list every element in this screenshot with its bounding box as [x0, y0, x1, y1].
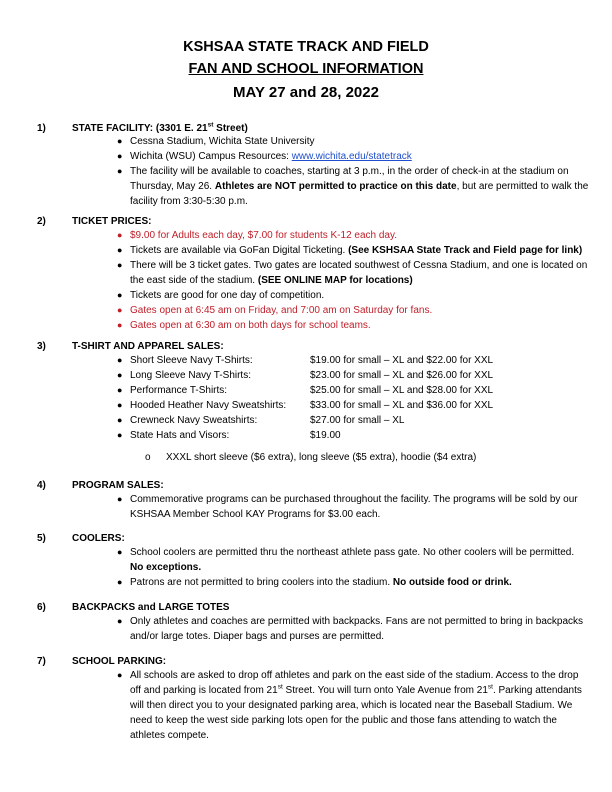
list-item: ● Wichita (WSU) Campus Resources: www.wichita.edu/statetrack: [117, 151, 412, 162]
bullet-icon: ●: [117, 670, 123, 680]
doc-title-line2: FAN AND SCHOOL INFORMATION: [188, 61, 424, 77]
section-5-title: COOLERS:: [72, 533, 125, 544]
bullet-icon: ●: [117, 430, 123, 440]
list-item: ● Gates open at 6:45 am on Friday, and 7:00 am on Saturday for fans.: [117, 305, 433, 316]
section-2-number: 2): [37, 216, 46, 227]
section-5-number: 5): [37, 533, 46, 544]
list-item: ● Short Sleeve Navy T-Shirts: $19.00 for small – XL and $22.00 for XXL: [117, 355, 494, 366]
bullet-icon: ●: [117, 355, 123, 365]
section-5-list: [0, 545, 612, 590]
section-7-title: SCHOOL PARKING:: [72, 656, 167, 667]
list-item: ● Crewneck Navy Sweatshirts: $27.00 for small – XL: [117, 415, 405, 426]
list-item: ● $9.00 for Adults each day, $7.00 for students K-12 each day.: [117, 230, 398, 241]
section-1-title: STATE FACILITY: (3301 E. 21st Street): [72, 121, 248, 134]
bullet-icon: ●: [117, 400, 123, 410]
bullet-icon: ●: [117, 370, 123, 380]
list-item: ● Tickets are available via GoFan Digital Ticketing. (See KSHSAA State Track and Field page for link): [117, 245, 583, 256]
list-item: ● Long Sleeve Navy T-Shirts: $23.00 for small – XL and $26.00 for XXL: [117, 370, 494, 381]
list-item: ● Cessna Stadium, Wichita State University: [117, 136, 315, 147]
list-item: ● School coolers are permitted thru the northeast athlete pass gate. No other coolers will be permitted. No exceptions.: [117, 547, 575, 573]
list-item: ● Performance T-Shirts: $25.00 for small – XL and $28.00 for XXL: [117, 385, 494, 396]
section-6-title: BACKPACKS and LARGE TOTES: [72, 602, 230, 613]
list-item: ● Gates open at 6:30 am on both days for school teams.: [117, 320, 371, 331]
section-3-title: T-SHIRT AND APPAREL SALES:: [72, 341, 224, 352]
list-item: ● There will be 3 ticket gates. Two gates are located southwest of Cessna Stadium, and one is located on the east side of the stadium. (SEE ONLINE MAP for locations): [117, 260, 588, 286]
section-3-number: 3): [37, 341, 46, 352]
bullet-icon: ●: [117, 547, 123, 557]
bullet-icon: ●: [117, 290, 123, 300]
section-2-title: TICKET PRICES:: [72, 216, 152, 227]
bullet-icon: ●: [117, 385, 123, 395]
section-6-list: [0, 614, 612, 644]
section-6-number: 6): [37, 602, 46, 613]
section-7-number: 7): [37, 656, 46, 667]
bullet-icon: ●: [117, 616, 123, 626]
list-item: ● Tickets are good for one day of competition.: [117, 290, 325, 301]
list-item: ● Patrons are not permitted to bring coolers into the stadium. No outside food or drink.: [117, 577, 512, 588]
bullet-icon: ●: [117, 260, 123, 270]
bullet-icon: ●: [117, 320, 123, 330]
bullet-icon: ●: [117, 415, 123, 425]
bullet-icon: ●: [117, 245, 123, 255]
doc-title-line1: KSHSAA STATE TRACK AND FIELD: [183, 39, 429, 55]
list-item: ● The facility will be available to coaches, starting at 3 p.m., in the order of check-in at the stadium on Thursday, May 26. Athletes are NOT permitted to practice on this date, but are permitted to walk the facility from 3:30-5:30 p.m.: [117, 166, 589, 207]
bullet-icon: ●: [117, 166, 123, 176]
section-4-title: PROGRAM SALES:: [72, 480, 164, 491]
list-item: ● All schools are asked to drop off athletes and park on the east side of the stadium. Access to the drop off and parking is located from 21st Street. You will turn onto Yale Avenue from 21st. Parking attendants will then direct you to your designated parking area, which is located near the Baseball Stadium. We need to keep the west side parking lots open for the public and those fans attending to watch the athletes compete.: [117, 670, 582, 741]
section-1-number: 1): [37, 123, 46, 134]
bullet-icon: ●: [117, 151, 123, 161]
section-7-list: [0, 668, 612, 743]
doc-title-date: MAY 27 and 28, 2022: [233, 84, 379, 101]
apparel-price-list: [0, 353, 612, 443]
bullet-icon: ●: [117, 577, 123, 587]
bullet-icon: ●: [117, 230, 123, 240]
bullet-icon: ●: [117, 136, 123, 146]
section-2-list: [0, 228, 612, 333]
list-item: ● State Hats and Visors: $19.00: [117, 430, 341, 441]
section-4-number: 4): [37, 480, 46, 491]
list-item: ● Only athletes and coaches are permitted with backpacks. Fans are not permitted to bring in backpacks and/or large totes. Diaper bags and purses are permitted.: [117, 616, 584, 642]
xxxl-pricing-note: o XXXL short sleeve ($6 extra), long sleeve ($5 extra), hoodie ($4 extra): [145, 452, 477, 463]
list-item: ● Hooded Heather Navy Sweatshirts: $33.00 for small – XL and $36.00 for XXL: [117, 400, 494, 411]
list-item: ● Commemorative programs can be purchased throughout the facility. The programs will be sold by our KSHSAA Member School KAY Programs for $3.00 each.: [117, 494, 578, 520]
section-1-list: [0, 134, 612, 209]
bullet-icon: ●: [117, 305, 123, 315]
campus-resources-link[interactable]: www.wichita.edu/statetrack: [291, 151, 412, 162]
bullet-icon: ●: [117, 494, 123, 504]
circle-bullet-icon: o: [145, 452, 151, 463]
section-4-list: [0, 492, 612, 522]
